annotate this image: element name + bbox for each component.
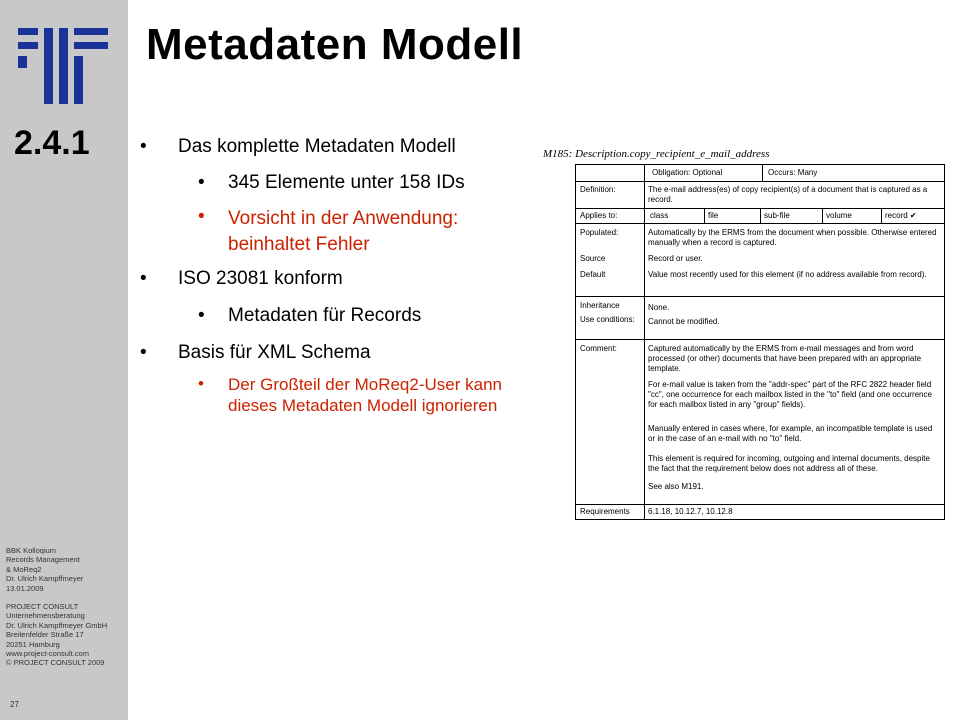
comment-paragraph: For e-mail value is taken from the "addr-spec" part of the RFC 2822 header field "cc", one occurrence for each mailbox listed in the "to" field (and one occurrence for each mailbox listed in any "group" fields). bbox=[648, 380, 932, 409]
project-consult-logo bbox=[18, 28, 108, 104]
footer-line: BBK Kolloqium bbox=[6, 546, 57, 555]
footer-line: PROJECT CONSULT bbox=[6, 602, 79, 612]
footer-line: Dr. Ulrich Kampffmeyer GmbH bbox=[6, 620, 108, 630]
applies-label: Applies to: bbox=[580, 211, 618, 220]
table-row bbox=[576, 223, 944, 296]
comment-paragraph: Manually entered in cases where, for example, an incompatible template is used or in the case of an e-mail with no "to" field. bbox=[648, 424, 933, 443]
use-conditions-value: Cannot be modified. bbox=[648, 317, 720, 326]
source-label: Source bbox=[580, 254, 606, 263]
requirements-value: 6.1.18, 10.12.7, 10.12.8 bbox=[648, 507, 733, 516]
footer-line: Dr. Ulrich Kampffmeyer bbox=[6, 574, 84, 584]
footer-line: www.project-consult.com bbox=[6, 649, 89, 659]
definition-label: Definition: bbox=[580, 185, 616, 194]
footer-line: © PROJECT CONSULT 2009 bbox=[6, 658, 105, 668]
inheritance-value: None. bbox=[648, 303, 670, 312]
table-row bbox=[576, 504, 944, 519]
footer-line: 20251 Hamburg bbox=[6, 639, 60, 649]
comment-paragraph: This element is required for incoming, outgoing and internal documents, despite the fact that the requirement below does not address all of these. bbox=[648, 454, 930, 473]
comment-paragraph: Captured automatically by the ERMS from e-mail messages and from word processed (or other) documents that have been prepared with an appropriate template. bbox=[648, 344, 922, 373]
requirements-label: Requirements bbox=[580, 507, 630, 516]
sidebar bbox=[0, 0, 128, 720]
section-number: 2.4.1 bbox=[14, 124, 90, 162]
applies-item: file bbox=[708, 211, 719, 220]
footer-line: & MoReq2 bbox=[6, 564, 42, 574]
applies-item: volume bbox=[826, 211, 852, 220]
source-value: Record or user. bbox=[648, 254, 703, 263]
footer-line: Unternehmensberatung bbox=[6, 611, 85, 621]
metadata-table bbox=[575, 164, 945, 520]
table-row bbox=[576, 165, 944, 181]
default-label: Default bbox=[580, 270, 606, 279]
footer-line: Records Management bbox=[6, 555, 80, 565]
table-row bbox=[576, 208, 944, 223]
footer-line: Breitenfelder Straße 17 bbox=[6, 630, 84, 640]
applies-item: class bbox=[650, 211, 669, 220]
doc-caption: M185: Description.copy_recipient_e_mail_address bbox=[543, 148, 770, 160]
inheritance-label: Inheritance bbox=[580, 301, 620, 310]
slide-title: Metadaten Modell bbox=[146, 20, 524, 69]
populated-label: Populated: bbox=[580, 228, 619, 237]
comment-paragraph: See also M191. bbox=[648, 482, 704, 491]
definition-value: The e-mail address(es) of copy recipient(s) of a document that is captured as a record. bbox=[648, 185, 928, 204]
footer-info bbox=[6, 546, 107, 668]
comment-label: Comment: bbox=[580, 344, 617, 353]
table-row bbox=[576, 181, 944, 208]
footer-line: 13.01.2009 bbox=[6, 583, 44, 593]
use-conditions-label: Use conditions: bbox=[580, 315, 635, 324]
populated-value: Automatically by the ERMS from the document when possible. Otherwise entered manually when a record is captured. bbox=[648, 228, 937, 247]
applies-item: record ✔ bbox=[885, 211, 917, 220]
table-row bbox=[576, 339, 944, 504]
default-value: Value most recently used for this element (if no address available from record). bbox=[648, 270, 927, 279]
applies-item: sub-file bbox=[764, 211, 790, 220]
obligation-value: Obligation: Optional bbox=[652, 168, 723, 177]
occurs-value: Occurs: Many bbox=[768, 168, 818, 177]
page-number: 27 bbox=[10, 700, 19, 709]
table-row bbox=[576, 296, 944, 339]
metadata-document-image bbox=[543, 148, 953, 528]
